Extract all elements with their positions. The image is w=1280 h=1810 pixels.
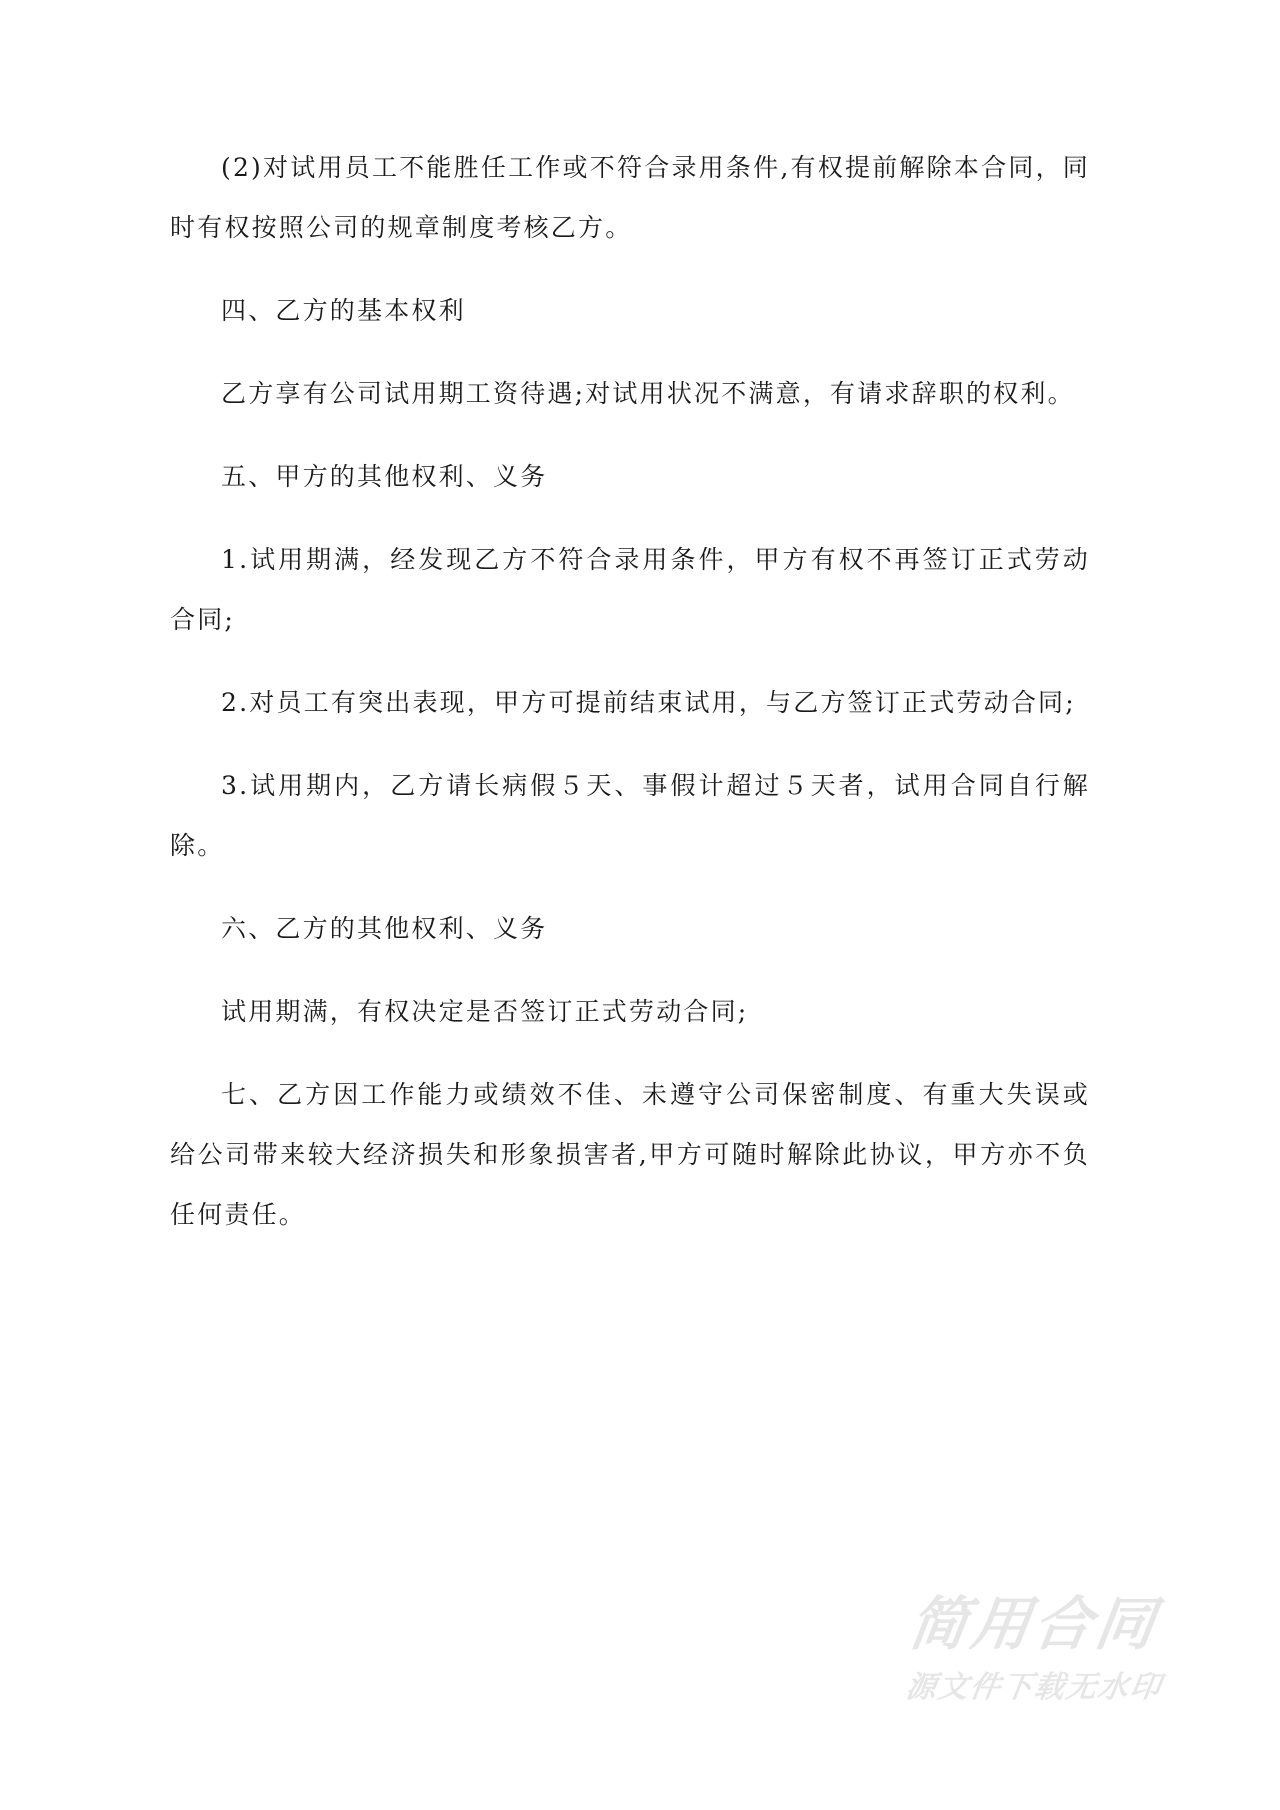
section-heading-6: 六、乙方的其他权利、义务 — [221, 914, 548, 943]
watermark-title: 简用合同 — [905, 1590, 1163, 1658]
paragraph-item-2: 2.对员工有突出表现，甲方可提前结束试用，与乙方签订正式劳动合同; — [221, 688, 1076, 717]
paragraph-section-7: 七、乙方因工作能力或绩效不佳、未遵守公司保密制度、有重大失误或给公司带来较大经济损失和形象损害者,甲方可随时解除此协议，甲方亦不负任何责任。 — [170, 1080, 1090, 1229]
paragraph-item-3: 3.试用期内，乙方请长病假５天、事假计超过５天者，试用合同自行解除。 — [170, 771, 1090, 860]
paragraph-evaluation-right: (2)对试用员工不能胜任工作或不符合录用条件,有权提前解除本合同，同时有权按照公司的规章制度考核乙方。 — [170, 153, 1090, 242]
section-heading-5: 五、甲方的其他权利、义务 — [221, 462, 548, 491]
document-page — [170, 138, 1090, 1268]
watermark — [884, 1590, 1184, 1710]
paragraph-party-b-other-rights: 试用期满，有权决定是否签订正式劳动合同; — [221, 997, 749, 1026]
paragraph-item-1: 1.试用期满，经发现乙方不符合录用条件，甲方有权不再签订正式劳动合同; — [170, 545, 1090, 634]
watermark-subtitle: 源文件下载无水印 — [903, 1670, 1165, 1705]
section-heading-4: 四、乙方的基本权利 — [221, 296, 466, 325]
paragraph-party-b-basic-rights: 乙方享有公司试用期工资待遇;对试用状况不满意，有请求辞职的权利。 — [221, 379, 1075, 408]
